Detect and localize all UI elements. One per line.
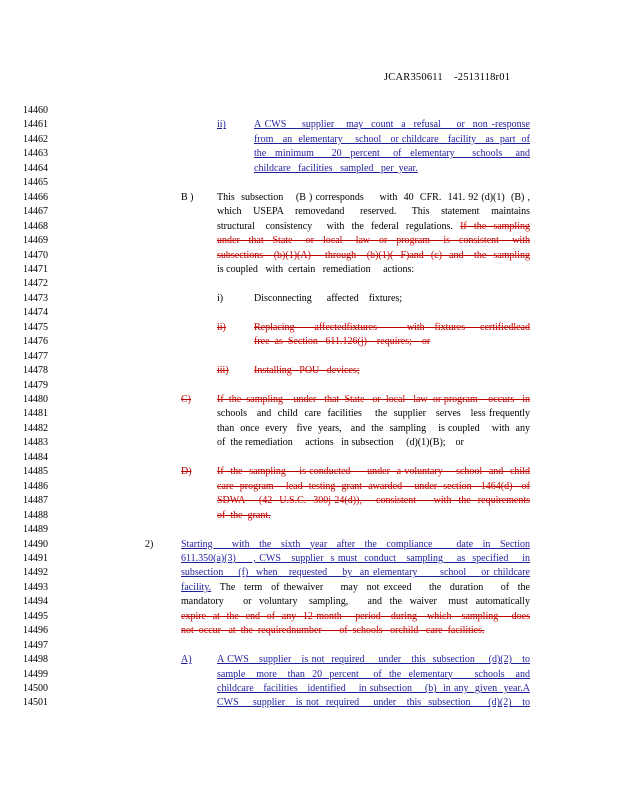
line-text [254, 321, 530, 334]
document-line [0, 350, 618, 363]
document-line [0, 610, 618, 623]
line-text [217, 494, 530, 507]
inserted-text: from an elementary school or childcare facility as part of [254, 133, 530, 145]
deleted-text: SDWA (42 U.S.C. 300j-24(d)), consistent with the requirements [217, 495, 530, 507]
body-text: This subsection (B ) corresponds with 40 CFR. 141. 92 (d)(1) (B) , [217, 191, 530, 203]
line-text [217, 465, 530, 478]
line-number: 14461 [23, 119, 48, 131]
deleted-text: of the grant. [217, 509, 271, 521]
line-number: 14488 [23, 509, 48, 521]
document-line [0, 162, 618, 175]
deleted-text: Installing POU devices; [254, 365, 360, 377]
inserted-text: A CWS supplier is not required under this subsection (d)(2) to [217, 654, 530, 666]
line-number: 14497 [23, 639, 48, 651]
document-line [0, 393, 618, 406]
line-text [217, 480, 530, 493]
line-text [217, 682, 530, 695]
document-line [0, 249, 618, 262]
line-text [217, 509, 271, 522]
document-line [0, 682, 618, 695]
line-text [254, 133, 530, 146]
document-line [0, 263, 618, 276]
line-text [217, 653, 530, 666]
document-line [0, 552, 618, 565]
line-number: 14470 [23, 249, 48, 261]
line-number: 14493 [23, 581, 48, 593]
inserted-text: subsection (f) when requested by an elementary school or childcare [181, 567, 530, 579]
line-number: 14476 [23, 336, 48, 348]
line-number: 14462 [23, 133, 48, 145]
line-number: 14487 [23, 495, 48, 507]
deleted-text: Replacing affectedfixtures with fixtures certifiedlead [254, 321, 530, 333]
line-number: 14491 [23, 552, 48, 564]
document-line [0, 321, 618, 334]
deleted-text: subsections (b)(1)(A) through (b)(1)( F)and (c) and the sampling [217, 249, 530, 261]
line-text [217, 205, 530, 218]
line-number: 14480 [23, 394, 48, 405]
line-text [217, 668, 530, 681]
deleted-text: not occur at the requirednumber of schools orchild care facilities. [181, 625, 485, 637]
body-text: The term of thewaiver may not exceed the duration of the [211, 581, 530, 593]
document-line [0, 191, 618, 204]
deleted-text: expire at the end of any 12-month period during which sampling does [181, 610, 530, 622]
line-text [181, 595, 530, 608]
inserted-text: the minimum 20 percent of elementary schools and [254, 148, 530, 160]
line-number: 14474 [23, 307, 48, 319]
document-line [0, 205, 618, 218]
line-number: 14466 [23, 191, 48, 203]
document-line [0, 306, 618, 319]
line-number: 14481 [23, 408, 48, 420]
list-label: ii) [217, 321, 226, 333]
list-label: i) [217, 292, 224, 304]
line-text [254, 147, 530, 160]
inserted-text: Starting with the sixth year after the compliance date in Section [181, 538, 530, 550]
body-text: mandatory or voluntary sampling, and the waiver must automatically [181, 596, 530, 608]
document-line [0, 292, 618, 305]
deleted-text: free as Section 611.126(j) requires; or [254, 336, 431, 348]
document-line [0, 176, 618, 189]
document-line [0, 581, 618, 594]
line-number: 14479 [23, 379, 48, 391]
list-label: C) [181, 394, 191, 405]
line-number: 14473 [23, 292, 48, 304]
document-line [0, 335, 618, 348]
document-line [0, 523, 618, 536]
body-text: of the remediation actions in subsection (d)(1)(B); or [217, 437, 464, 449]
body-text: Disconnecting affected fixtures; [254, 292, 403, 304]
document-line [0, 422, 618, 435]
line-text [254, 335, 430, 348]
document-line [0, 234, 618, 247]
line-number: 14469 [23, 235, 48, 247]
document-line [0, 364, 618, 377]
line-text [217, 407, 530, 420]
document-line [0, 509, 618, 522]
document-line [0, 379, 618, 392]
line-text [254, 162, 418, 175]
document-line [0, 480, 618, 493]
line-text [181, 538, 530, 551]
line-text [181, 552, 530, 565]
body-text: than once every five years, and the sampling is coupled with any [217, 422, 530, 434]
line-number: 14494 [23, 596, 48, 608]
line-number: 14460 [23, 105, 48, 116]
document-line [0, 668, 618, 681]
line-text [181, 624, 485, 637]
line-text [217, 220, 530, 233]
line-number: 14486 [23, 480, 48, 492]
document-line [0, 407, 618, 420]
document-line [0, 118, 618, 131]
document-line [0, 104, 618, 117]
line-text [217, 191, 530, 204]
line-text [217, 393, 530, 406]
document-line [0, 133, 618, 146]
body-text: is coupled with certain remediation actions: [217, 263, 415, 275]
document-line [0, 494, 618, 507]
line-number: 14465 [23, 177, 48, 189]
list-label: ii) [217, 119, 226, 131]
line-number: 14471 [23, 263, 48, 275]
line-number: 14463 [23, 148, 48, 160]
line-text [217, 436, 464, 449]
deleted-text: care program lead testing grant awarded under section 1464(d) of [217, 480, 530, 492]
line-number: 14464 [23, 162, 48, 174]
document-line [0, 436, 618, 449]
line-text [254, 292, 402, 305]
line-number: 14484 [23, 451, 48, 463]
body-text: schools and child care facilities the supplier serves less frequently [217, 408, 530, 420]
line-number: 14496 [23, 625, 48, 637]
document-line [0, 624, 618, 637]
inserted-text: childcare facilities sampled per year. [254, 162, 418, 174]
document-line [0, 595, 618, 608]
line-number: 14489 [23, 524, 48, 536]
document-line [0, 220, 618, 233]
line-number: 14483 [23, 437, 48, 449]
inserted-text: CWS supplier is not required under this subsection (d)(2) to [217, 697, 530, 709]
line-text [181, 581, 530, 594]
deleted-text: under that State or local law or program is consistent with [217, 235, 530, 247]
line-text [254, 364, 360, 377]
line-number: 14490 [23, 538, 48, 550]
line-number: 14495 [23, 610, 48, 622]
body-text: structural consistency with the federal regulations. [217, 220, 461, 232]
inserted-text: facility. [181, 581, 212, 593]
line-text [217, 422, 530, 435]
line-text [217, 263, 414, 276]
document-line [0, 465, 618, 478]
document-line [0, 277, 618, 290]
document-line [0, 566, 618, 579]
inserted-text: childcare facilities identified in subsection (b) in any given year.A [217, 683, 530, 694]
line-text [254, 118, 530, 131]
list-label: D) [181, 466, 192, 478]
line-text [217, 696, 530, 709]
line-text [181, 566, 530, 579]
document-line [0, 538, 618, 551]
line-number: 14468 [23, 220, 48, 232]
deleted-text: If the sampling under that State or local law or program occurs in [217, 394, 530, 405]
document-line [0, 147, 618, 160]
line-text [217, 249, 530, 262]
line-text [217, 234, 530, 247]
line-number: 14498 [23, 654, 48, 666]
deleted-text: If the sampling [460, 220, 530, 232]
document-id-header: JCAR350611 -2513118r01 [384, 72, 511, 83]
line-number: 14485 [23, 466, 48, 478]
document-line [0, 451, 618, 464]
list-label: 2) [145, 538, 154, 550]
document-line [0, 639, 618, 652]
line-number: 14467 [23, 206, 48, 218]
inserted-text: 611.350(a)(3) , CWS supplier s must conduct sampling as specified in [181, 552, 530, 564]
list-label: B ) [181, 191, 194, 203]
document-line [0, 696, 618, 709]
body-text: which USEPA removedand reserved. This statement maintains [217, 206, 530, 218]
line-number: 14492 [23, 567, 48, 579]
line-number: 14475 [23, 321, 48, 333]
line-text [181, 610, 530, 623]
deleted-text: If the sampling is conducted under a voluntary school and child [217, 466, 530, 478]
document-line [0, 653, 618, 666]
inserted-text: sample more than 20 percent of the elementary schools and [217, 668, 530, 680]
list-label: iii) [217, 365, 229, 377]
line-number: 14499 [23, 668, 48, 680]
list-label: A) [181, 654, 192, 666]
line-number: 14472 [23, 278, 48, 290]
line-number: 14501 [23, 697, 48, 709]
line-number: 14478 [23, 365, 48, 377]
line-number: 14482 [23, 422, 48, 434]
line-number: 14477 [23, 350, 48, 362]
inserted-text: A CWS supplier may count a refusal or non -response [254, 119, 530, 131]
line-number: 14500 [23, 683, 48, 694]
